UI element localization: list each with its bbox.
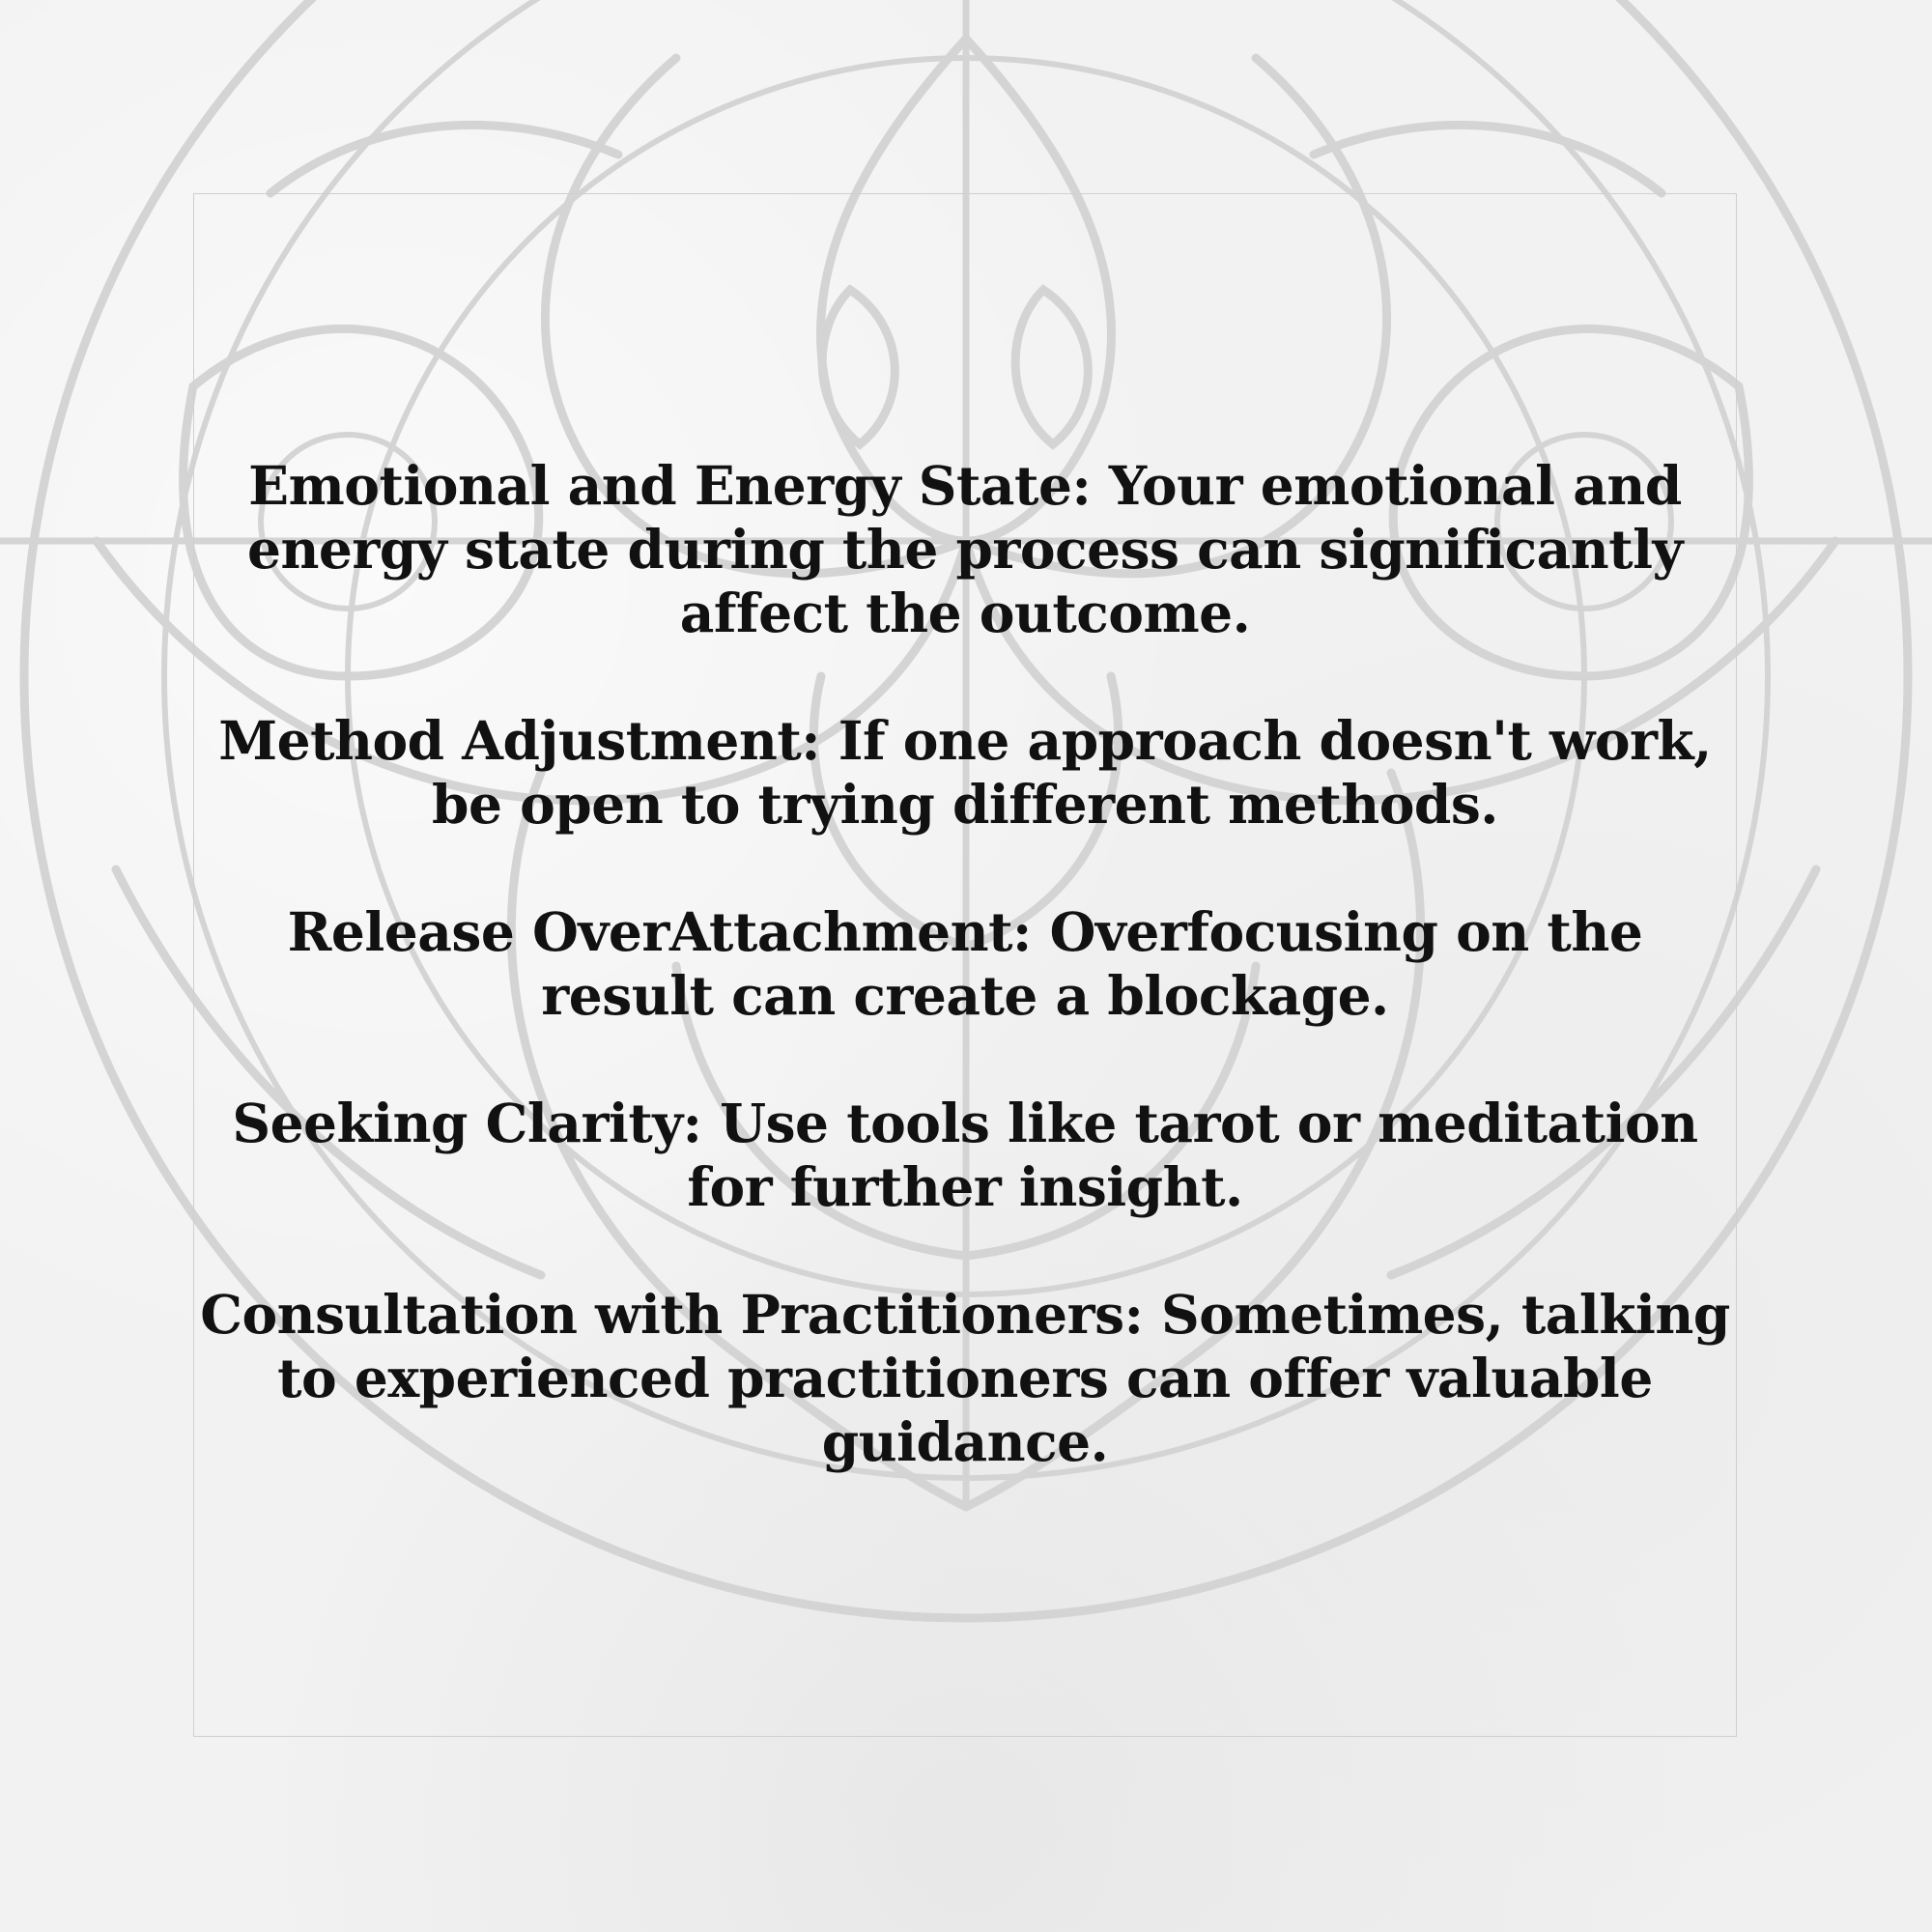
tip-label: Seeking Clarity:	[232, 1092, 702, 1154]
tip-label: Emotional and Energy State:	[248, 454, 1092, 517]
tip-text: If one approach doesn't work, be open to trying different methods.	[432, 709, 1712, 836]
tip-label: Release OverAttachment:	[287, 900, 1032, 963]
tip-release-overattachment	[193, 900, 1737, 1028]
tip-text: Overfocusing on the result can create a blockage.	[541, 900, 1643, 1027]
tip-seeking-clarity	[193, 1092, 1737, 1219]
tips-list	[193, 454, 1737, 1538]
tip-consultation-practitioners	[193, 1283, 1737, 1474]
tip-text: Sometimes, talking to experienced practitioners can offer valuable guidance.	[277, 1283, 1730, 1473]
tip-text: Your emotional and energy state during the process can significantly affect the outcome.	[246, 454, 1684, 644]
tip-label: Method Adjustment:	[218, 709, 821, 772]
tip-emotional-energy-state	[193, 454, 1737, 645]
tip-text: Use tools like tarot or meditation for further insight.	[687, 1092, 1698, 1218]
tip-method-adjustment	[193, 709, 1737, 837]
tip-label: Consultation with Practitioners:	[200, 1283, 1144, 1346]
